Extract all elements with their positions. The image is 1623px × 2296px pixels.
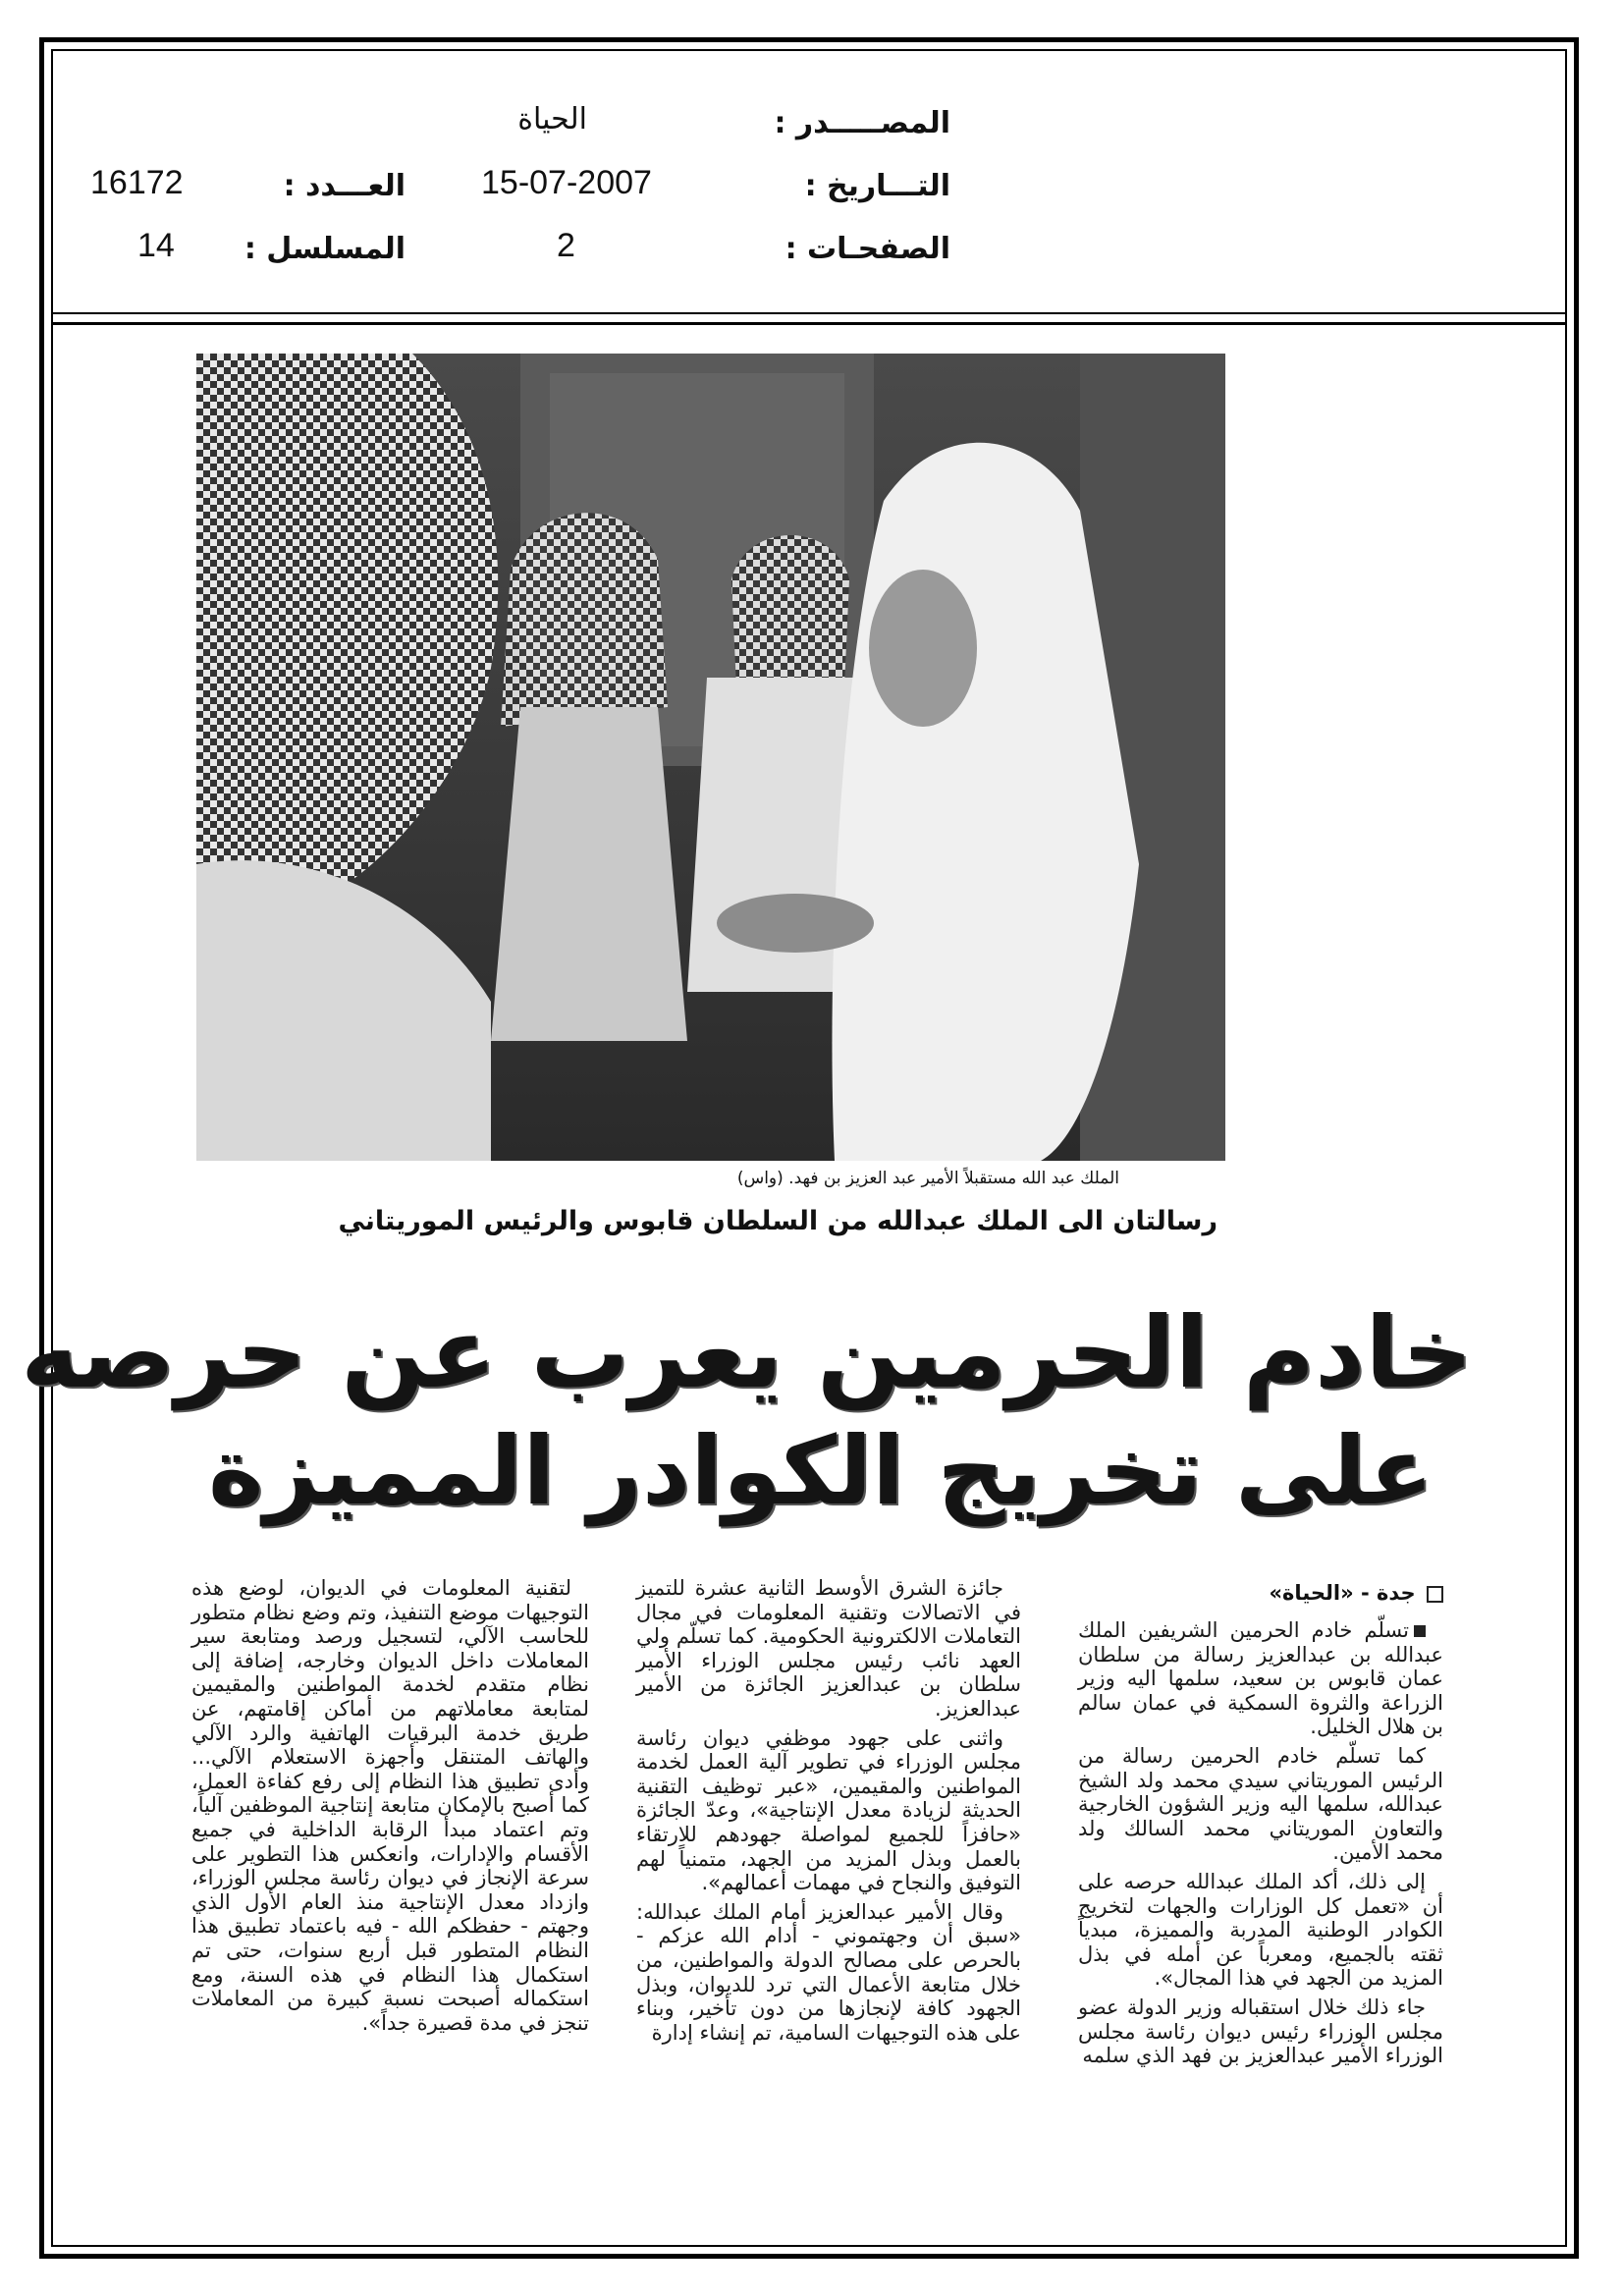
date-label: التـــاريخ : bbox=[804, 169, 950, 203]
dateline-text: جدة - «الحياة» bbox=[1269, 1581, 1416, 1605]
paragraph: جائزة الشرق الأوسط الثانية عشرة للتميز في الاتصالات وتقنية المعلومات في مجال التعاملات الالكترونية الحكومية. كما تسلّم ولي العهد نائب رئيس مجلس الوزراء الأمير سلطان بن عبدالعزيز الجائزة من الأمير عبدالعزيز. bbox=[636, 1576, 1021, 1721]
header-divider bbox=[51, 312, 1567, 314]
article-column-3 bbox=[191, 1576, 589, 2040]
pages-value: 2 bbox=[557, 227, 575, 264]
article-kicker: رسالتان الى الملك عبدالله من السلطان قابوس والرئيس الموريتاني bbox=[338, 1206, 1217, 1236]
source-value: الحياة bbox=[517, 102, 587, 137]
photo-caption: الملك عبد الله مستقبلاً الأمير عبد العزيز بن فهد. (واس) bbox=[736, 1169, 1119, 1188]
paragraph: لتقنية المعلومات في الديوان، لوضع هذه التوجيهات موضع التنفيذ، وتم وضع نظام متطور للحاسب الآلي، لتسجيل ورصد ومتابعة سير المعاملات داخل الديوان وخارجه، إضافة إلى نظام متقدم لخدمة المواطنين والمقيمين لمتابعة معاملاتهم من أماكن إقامتهم، عن طريق خدمة البرقيات الهاتفية والرد الآلي والهاتف المتنقل وأجهزة الاستعلام الآلي... وأدى تطبيق هذا النظام إلى رفع كفاءة العمل، كما أصبح بالإمكان متابعة إنتاجية الموظفين آلياً، وتم اعتماد مبدأ الرقابة الداخلية في جميع الأقسام والإدارات، وانعكس هذا التطوير على سرعة الإنجاز في ديوان رئاسة مجلس الوزراء، وازداد معدل الإنتاجية منذ العام الأول الذي وجهتم - حفظكم الله - فيه باعتماد تطبيق هذا النظام المتطور قبل أربع سنوات، حتى تم استكمال هذا النظام في هذه السنة، ومع استكماله أصبحت نسبة كبيرة من المعاملات تنجز في مدة قصيرة جداً». bbox=[191, 1576, 589, 2035]
header-divider-double bbox=[51, 322, 1567, 325]
paragraph: كما تسلّم خادم الحرمين رسالة من الرئيس الموريتاني سيدي محمد ولد الشيخ عبدالله، سلمها اليه وزير الشؤون الخارجية والتعاون الموريتاني محمد السالك ولد محمد الأمين. bbox=[1078, 1743, 1443, 1865]
headline-line-2: على تخريج الكوادر المميزة bbox=[208, 1416, 1434, 1526]
photo-illustration bbox=[196, 354, 1225, 1161]
serial-label: المسلسل : bbox=[243, 232, 406, 266]
source-label: المصـــــدر : bbox=[774, 106, 950, 140]
square-icon bbox=[1427, 1586, 1443, 1603]
paragraph: جاء ذلك خلال استقباله وزير الدولة عضو مجلس الوزراء رئيس ديوان رئاسة مجلس الوزراء الأمير عبدالعزيز بن فهد الذي سلمه bbox=[1078, 1995, 1443, 2068]
news-photo bbox=[196, 354, 1225, 1161]
dateline bbox=[1159, 1581, 1443, 1605]
headline-line-1: خادم الحرمين يعرب عن حرصه bbox=[21, 1295, 1473, 1410]
issue-value: 16172 bbox=[90, 164, 184, 201]
article-column-1 bbox=[1078, 1618, 1443, 2073]
paragraph: إلى ذلك، أكد الملك عبدالله حرصه على أن «تعمل كل الوزارات والجهات لتخريج الكوادر الوطنية المدربة والمميزة، مبدياً ثقته بالجميع، ومعرباً عن أمله في بذل المزيد من الجهد في هذا المجال». bbox=[1078, 1869, 1443, 1991]
article-column-2 bbox=[636, 1576, 1021, 2050]
date-value: 15-07-2007 bbox=[481, 164, 652, 201]
paragraph: تسلّم خادم الحرمين الشريفين الملك عبدالله بن عبدالعزيز رسالة من سلطان عمان قابوس بن سعيد، سلمها اليه وزير الزراعة والثروة السمكية في عمان سالم بن هلال الخليل. bbox=[1078, 1618, 1443, 1739]
paragraph: وقال الأمير عبدالعزيز أمام الملك عبدالله: «سبق أن وجهتموني - أدام الله عزكم - بالحرص على مصالح الدولة والمواطنين، من خلال متابعة الأعمال التي ترد للديوان، وبذل الجهود كافة لإنجازها من دون تأخير، وبناء على هذه التوجيهات السامية، تم إنشاء إدارة bbox=[636, 1899, 1021, 2045]
issue-label: العـــدد : bbox=[283, 169, 406, 203]
serial-value: 14 bbox=[137, 227, 175, 264]
bullet-icon bbox=[1414, 1625, 1426, 1637]
pages-label: الصفحـات : bbox=[784, 232, 950, 266]
paragraph: واثنى على جهود موظفي ديوان رئاسة مجلس الوزراء في تطوير آلية العمل لخدمة المواطنين والمقيمين، «عبر توظيف التقنية الحديثة لزيادة معدل الإنتاجية»، وعدّ الجائزة «حافزاً للجميع لمواصلة جهودهم للارتقاء بالعمل وبذل المزيد من الجهد، متمنياً لهم التوفيق والنجاح في مهمات أعمالهم». bbox=[636, 1725, 1021, 1895]
